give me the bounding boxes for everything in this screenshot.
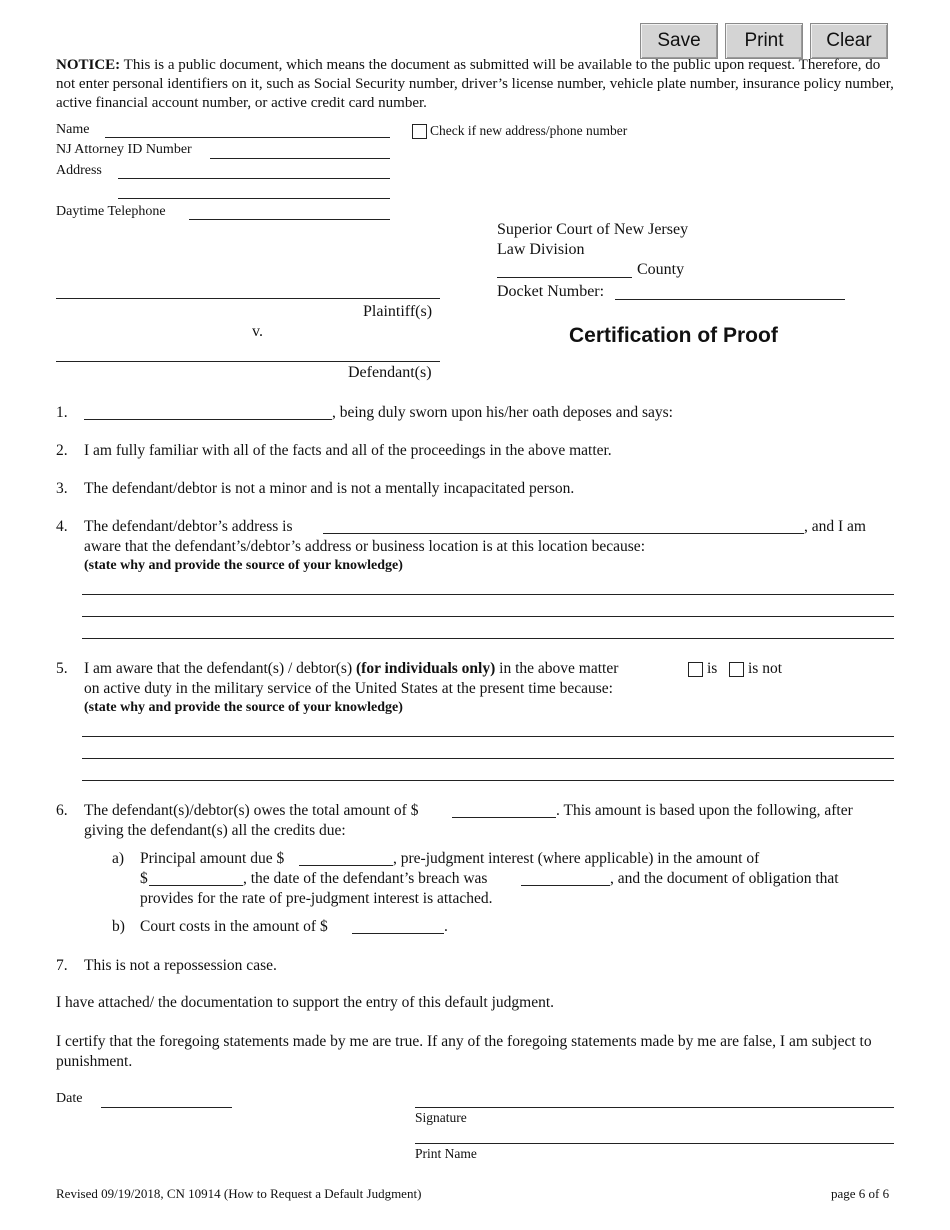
item-6a-text-2: , pre-judgment interest (where applicable) in the amount of: [393, 850, 760, 867]
notice: [56, 56, 896, 113]
item-3-text: The defendant/debtor is not a minor and is not a mentally incapacitated person.: [84, 480, 575, 497]
item-5-text-c: on active duty in the military service of the United States at the present time because:: [84, 680, 613, 697]
item-6a-text-6: provides for the rate of pre-judgment interest is attached.: [140, 890, 493, 907]
military-is-label: is: [707, 660, 718, 677]
item-5-text-a: [84, 659, 618, 679]
attorney-id-label: NJ Attorney ID Number: [56, 142, 192, 157]
new-address-checkbox[interactable]: [412, 124, 427, 139]
total-amount-field[interactable]: [452, 817, 556, 818]
plaintiff-field[interactable]: [56, 298, 440, 299]
item-6a-number: a): [112, 850, 125, 867]
date-field[interactable]: [101, 1107, 232, 1108]
deponent-name-field[interactable]: [84, 419, 332, 420]
page-number: page 6 of 6: [831, 1186, 890, 1201]
plaintiff-label: Plaintiff(s): [363, 303, 433, 320]
principal-amount-field[interactable]: [299, 865, 393, 866]
address-field-line-1[interactable]: [118, 178, 390, 179]
phone-label: Daytime Telephone: [56, 204, 166, 219]
item-4-instruction: (state why and provide the source of your knowledge): [84, 558, 403, 573]
item-4-text-a: The defendant/debtor’s address is: [84, 518, 293, 535]
phone-field[interactable]: [189, 219, 390, 220]
docket-label: Docket Number:: [497, 283, 605, 300]
revision-footer: Revised 09/19/2018, CN 10914 (How to Request a Default Judgment): [56, 1186, 422, 1201]
item-6b-number: b): [112, 918, 125, 935]
item-2-number: 2.: [56, 442, 68, 459]
item-4-text-c: aware that the defendant’s/debtor’s address or business location is at this location because:: [84, 538, 645, 555]
item-5-bold: (for individuals only): [356, 660, 496, 677]
county-label: County: [637, 261, 685, 278]
attached-statement: I have attached/ the documentation to support the entry of this default judgment.: [56, 994, 555, 1011]
court-name: Superior Court of New Jersey: [497, 221, 689, 238]
interest-amount-field[interactable]: [149, 885, 243, 886]
attorney-id-field[interactable]: [210, 158, 390, 159]
defendant-field[interactable]: [56, 361, 440, 362]
item-6a-text-5: , and the document of obligation that: [610, 870, 839, 887]
military-is-not-checkbox[interactable]: [729, 662, 744, 677]
county-field[interactable]: [497, 277, 632, 278]
new-address-label: Check if new address/phone number: [430, 123, 628, 138]
military-is-not-label: is not: [748, 660, 783, 677]
item-3-number: 3.: [56, 480, 68, 497]
item-5-text-a1: I am aware that the defendant(s) / debtor(s): [84, 660, 356, 677]
defendant-label: Defendant(s): [348, 364, 432, 381]
item-6b-text-1: Court costs in the amount of $: [140, 918, 328, 935]
item-6-number: 6.: [56, 802, 68, 819]
item-6-text-c: giving the defendant(s) all the credits due:: [84, 822, 346, 839]
item-2-text: I am fully familiar with all of the facts and all of the proceedings in the above matter.: [84, 442, 612, 459]
item-5-instruction: (state why and provide the source of your knowledge): [84, 700, 403, 715]
signature-field[interactable]: [415, 1107, 894, 1108]
address-reason-line-3[interactable]: [82, 638, 894, 639]
item-4-number: 4.: [56, 518, 68, 535]
item-6a-text-4: , the date of the defendant’s breach was: [243, 870, 488, 887]
name-label: Name: [56, 122, 90, 137]
print-button[interactable]: Print: [725, 23, 803, 59]
item-7-number: 7.: [56, 957, 68, 974]
item-6a-text-3: $: [140, 870, 148, 887]
breach-date-field[interactable]: [521, 885, 610, 886]
military-is-checkbox[interactable]: [688, 662, 703, 677]
date-label: Date: [56, 1091, 83, 1106]
item-6-text-a: The defendant(s)/debtor(s) owes the total amount of $: [84, 802, 419, 819]
military-reason-line-1[interactable]: [82, 736, 894, 737]
military-reason-line-3[interactable]: [82, 780, 894, 781]
docket-field[interactable]: [615, 299, 845, 300]
page-title: Certification of Proof: [569, 324, 778, 347]
address-reason-line-1[interactable]: [82, 594, 894, 595]
address-field-line-2[interactable]: [118, 198, 390, 199]
item-1-text: , being duly sworn upon his/her oath deposes and says:: [332, 404, 673, 421]
versus-label: v.: [252, 323, 263, 340]
item-6a-text-1: Principal amount due $: [140, 850, 285, 867]
item-7-text: This is not a repossession case.: [84, 957, 277, 974]
print-name-field[interactable]: [415, 1143, 894, 1144]
address-reason-line-2[interactable]: [82, 616, 894, 617]
military-reason-line-2[interactable]: [82, 758, 894, 759]
item-6b-text-2: .: [444, 918, 448, 935]
court-division: Law Division: [497, 241, 585, 258]
certification-statement: I certify that the foregoing statements made by me are true. If any of the foregoing statements made by me are false, I am subject to punishment.: [56, 1033, 872, 1070]
signature-label: Signature: [415, 1110, 467, 1125]
item-5-number: 5.: [56, 660, 68, 677]
save-button[interactable]: Save: [640, 23, 718, 59]
defendant-address-field[interactable]: [323, 533, 804, 534]
notice-text: This is a public document, which means the document as submitted will be available to the public upon request. Therefore, do not enter personal identifiers on it, such as Social Security number, driver’s license number, vehicle plate number, insurance policy number, active financial account number, or active credit card number.: [56, 57, 894, 111]
item-4-text-b: , and I am: [804, 518, 866, 535]
notice-label: NOTICE:: [56, 57, 121, 73]
address-label: Address: [56, 163, 102, 178]
name-field[interactable]: [105, 137, 390, 138]
court-costs-field[interactable]: [352, 933, 444, 934]
item-6-text-b: . This amount is based upon the following, after: [556, 802, 853, 819]
item-1-number: 1.: [56, 404, 68, 421]
item-5-text-a2: in the above matter: [495, 660, 619, 677]
clear-button[interactable]: Clear: [810, 23, 888, 59]
print-name-label: Print Name: [415, 1146, 477, 1161]
